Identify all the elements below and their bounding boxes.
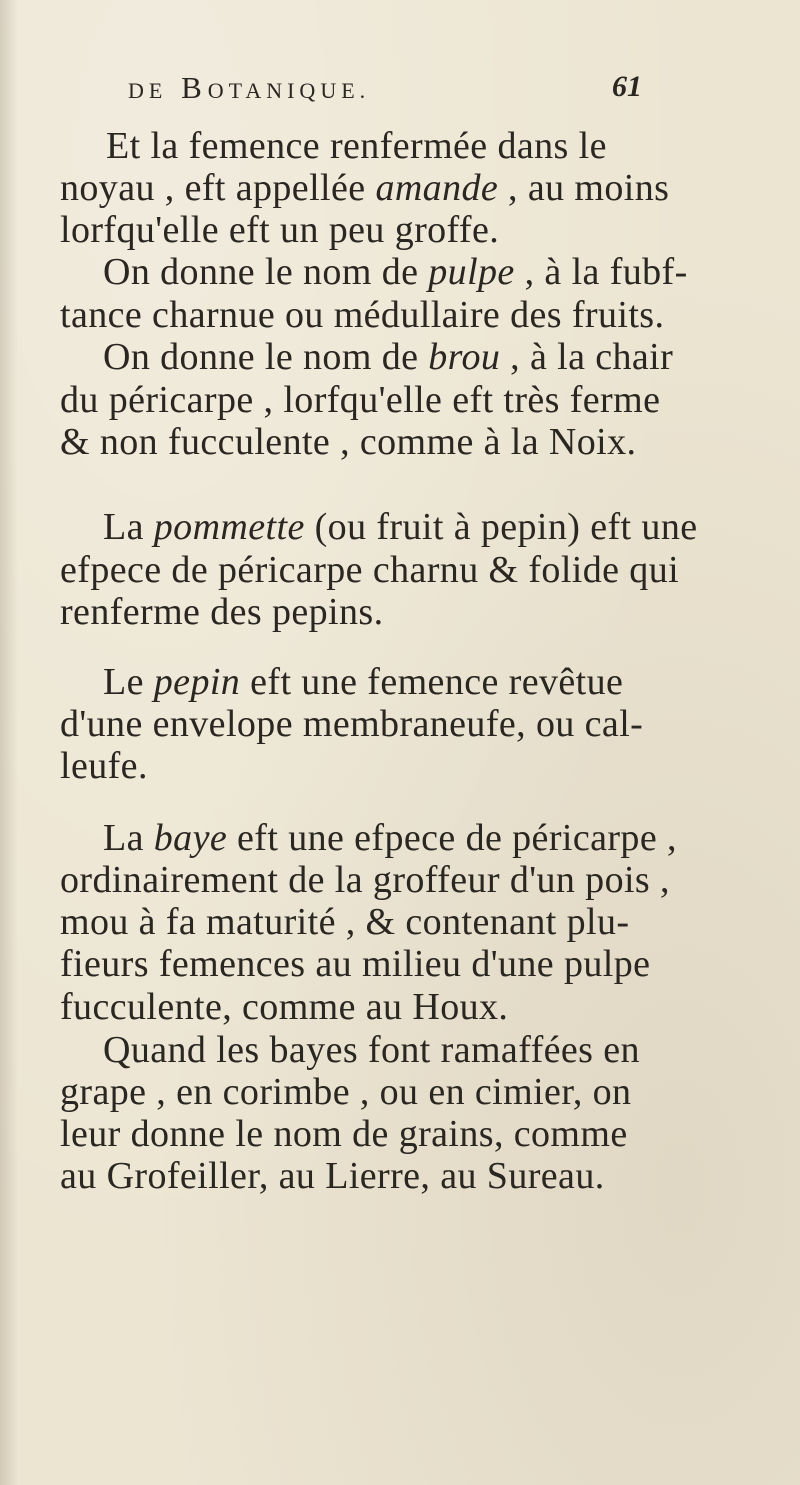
header-de: DE (128, 78, 168, 103)
text-line: renferme des pepins. (60, 591, 384, 633)
text-line: efpece de péricarpe charnu & folide qui (60, 549, 680, 591)
running-header (128, 70, 628, 114)
text-line: mou à fa maturité , & contenant plu- (60, 901, 630, 943)
text-line: leufe. (60, 745, 148, 787)
text-line: grape , en corimbe , ou en cimier, on (60, 1071, 632, 1113)
page-gutter-shadow (0, 0, 18, 1485)
header-title-rest: OTANIQUE. (207, 78, 371, 103)
text-line: fucculente, comme au Houx. (60, 986, 509, 1028)
text-line: noyau , eft appellée amande , au moins (60, 167, 670, 209)
text-line: On donne le nom de pulpe , à la fubf- (103, 251, 688, 293)
text-line: d'une envelope membraneufe, ou cal- (60, 703, 644, 745)
text-line: ordinairement de la groffeur d'un pois , (60, 859, 670, 901)
text-line: La baye eft une efpece de péricarpe , (103, 817, 677, 859)
text-line: leur donne le nom de grains, comme (60, 1113, 628, 1155)
text-line: du péricarpe , lorfqu'elle eft très ferme (60, 379, 661, 421)
text-line: La pommette (ou fruit à pepin) eft une (103, 506, 698, 548)
text-line: tance charnue ou médullaire des fruits. (60, 294, 665, 336)
text-line: fieurs femences au milieu d'une pulpe (60, 943, 651, 985)
text-line: Quand les bayes font ramaffées en (103, 1029, 640, 1071)
header-title-initial: B (181, 70, 208, 105)
text-line: Le pepin eft une femence revêtue (103, 661, 624, 703)
text-line: & non fucculente , comme à la Noix. (60, 421, 637, 463)
page-number: 61 (612, 70, 642, 103)
text-line: On donne le nom de brou , à la chair (103, 336, 674, 378)
text-line: au Grofeiller, au Lierre, au Sureau. (60, 1155, 605, 1197)
text-line: Et la femence renfermée dans le (106, 125, 607, 167)
text-line: lorfqu'elle eft un peu groffe. (60, 209, 500, 251)
